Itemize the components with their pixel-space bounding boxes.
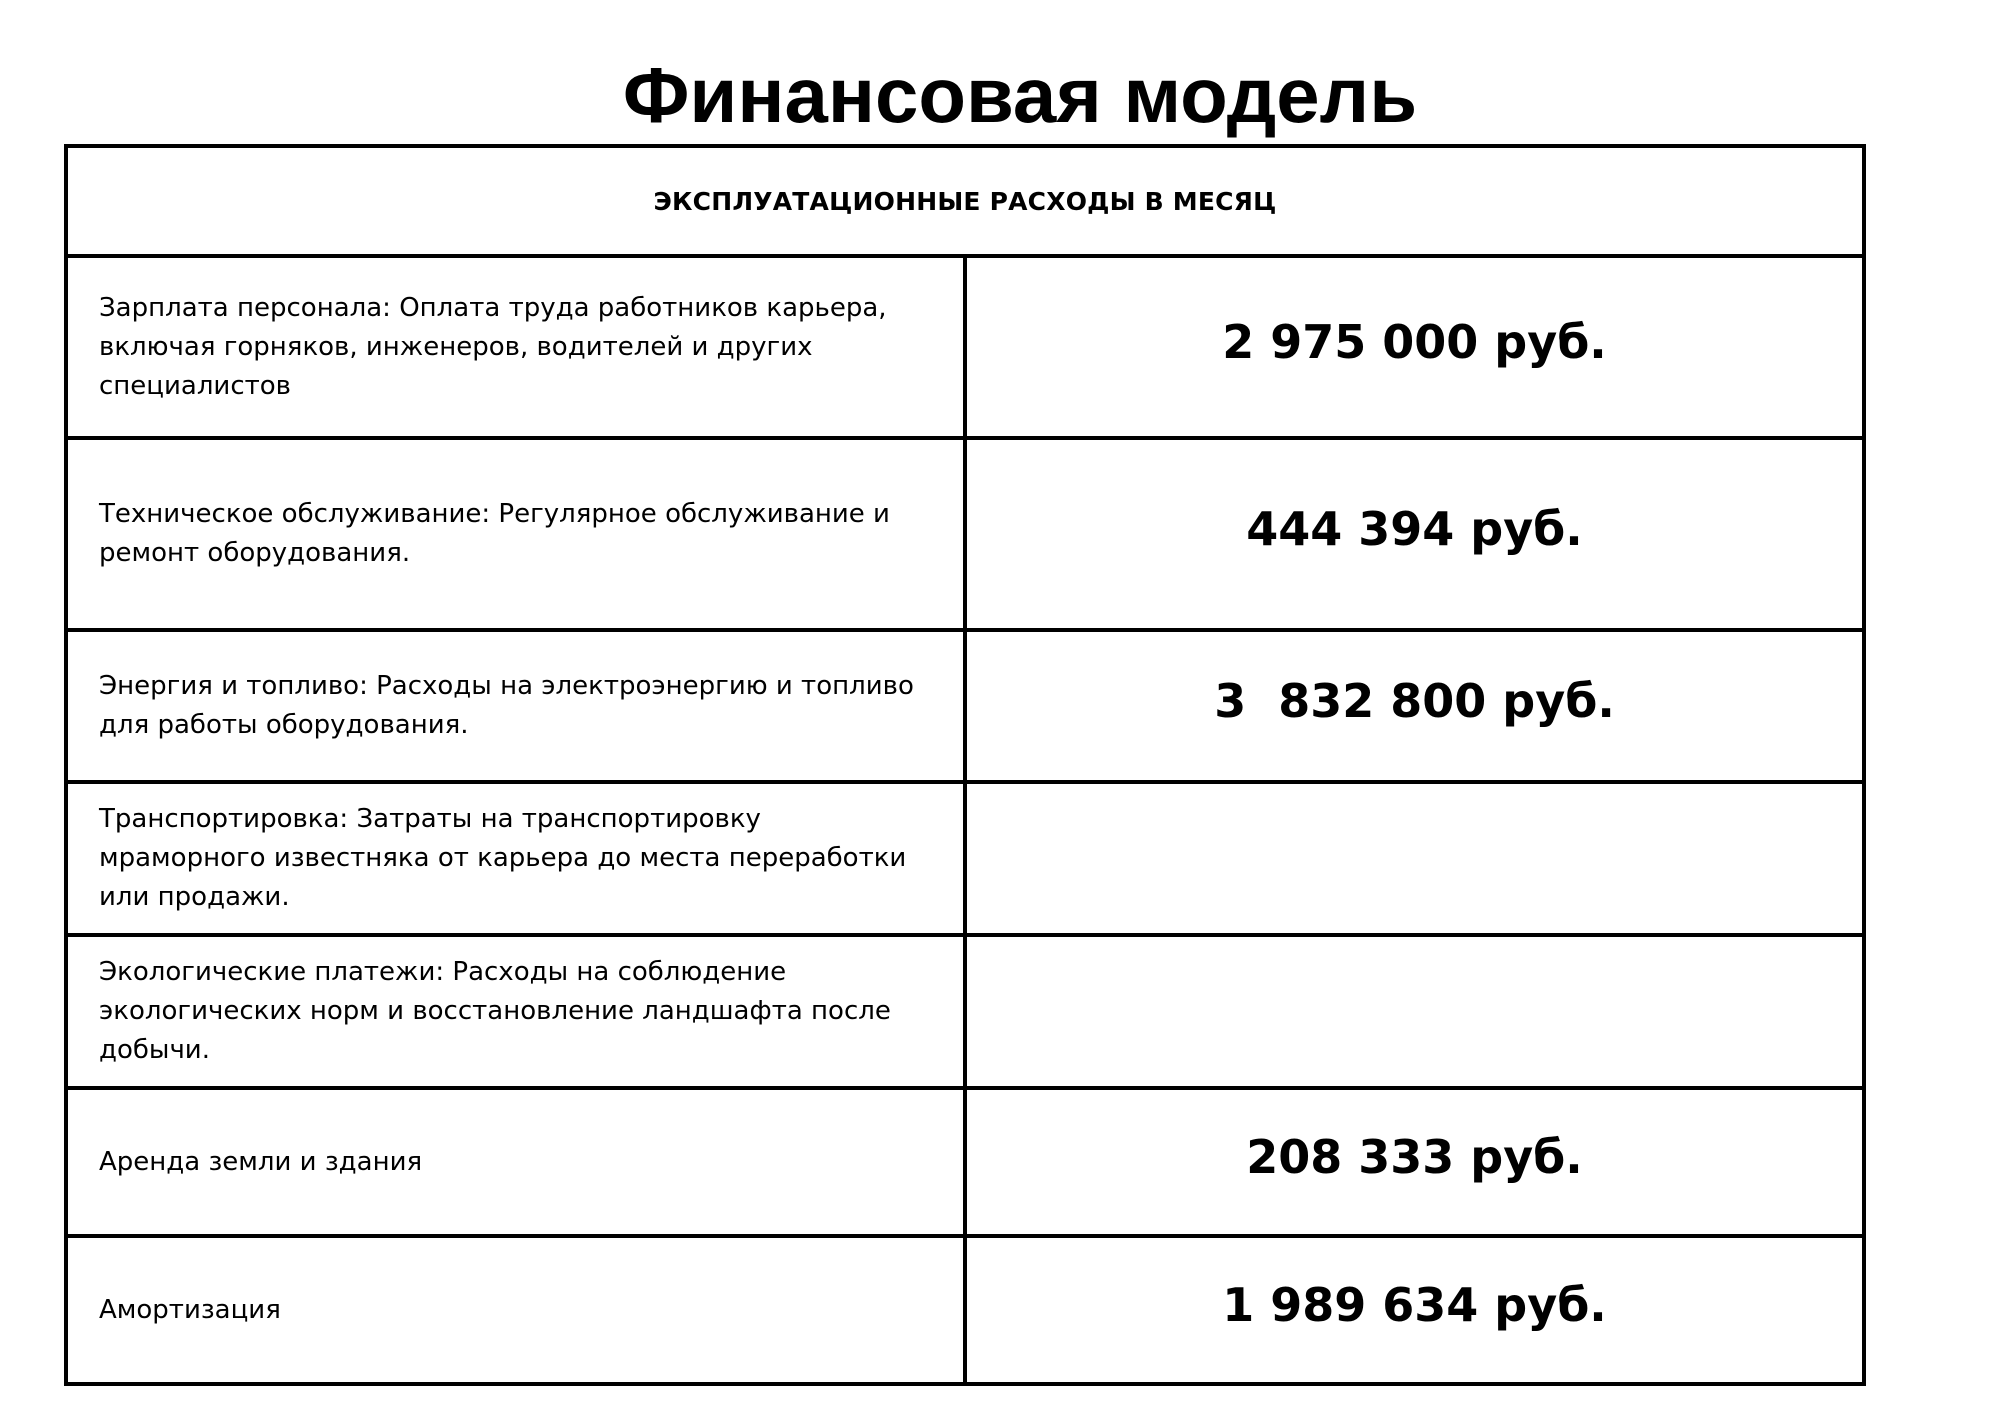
expense-label: Транспортировка: Затраты на транспортировку мраморного известняка от карьера до места переработки или продажи. <box>66 782 965 935</box>
table-row <box>66 1088 1864 1236</box>
table-row <box>66 935 1864 1088</box>
table-row <box>66 782 1864 935</box>
expense-value <box>965 935 1864 1088</box>
expense-label: Аренда земли и здания <box>66 1088 965 1236</box>
expense-value: 444 394 руб. <box>965 438 1864 630</box>
expenses-table <box>64 144 1866 1386</box>
expense-label: Экологические платежи: Расходы на соблюдение экологических норм и восстановление ландшафта после добычи. <box>66 935 965 1088</box>
expense-value: 208 333 руб. <box>965 1088 1864 1236</box>
expense-label: Энергия и топливо: Расходы на электроэнергию и топливо для работы оборудования. <box>66 630 965 782</box>
table-header: ЭКСПЛУАТАЦИОННЫЕ РАСХОДЫ В МЕСЯЦ <box>66 146 1864 256</box>
table-row <box>66 630 1864 782</box>
expense-value: 3 832 800 руб. <box>965 630 1864 782</box>
expense-label: Амортизация <box>66 1236 965 1384</box>
table-row <box>66 438 1864 630</box>
expense-value: 1 989 634 руб. <box>965 1236 1864 1384</box>
expense-value: 2 975 000 руб. <box>965 256 1864 438</box>
page-title: Финансовая модель <box>622 51 1418 139</box>
expense-label: Зарплата персонала: Оплата труда работников карьера, включая горняков, инженеров, водителей и других специалистов <box>66 256 965 438</box>
expense-label: Техническое обслуживание: Регулярное обслуживание и ремонт оборудования. <box>66 438 965 630</box>
table-row <box>66 256 1864 438</box>
table-row <box>66 1236 1864 1384</box>
table-header-row <box>66 146 1864 256</box>
expense-value <box>965 782 1864 935</box>
